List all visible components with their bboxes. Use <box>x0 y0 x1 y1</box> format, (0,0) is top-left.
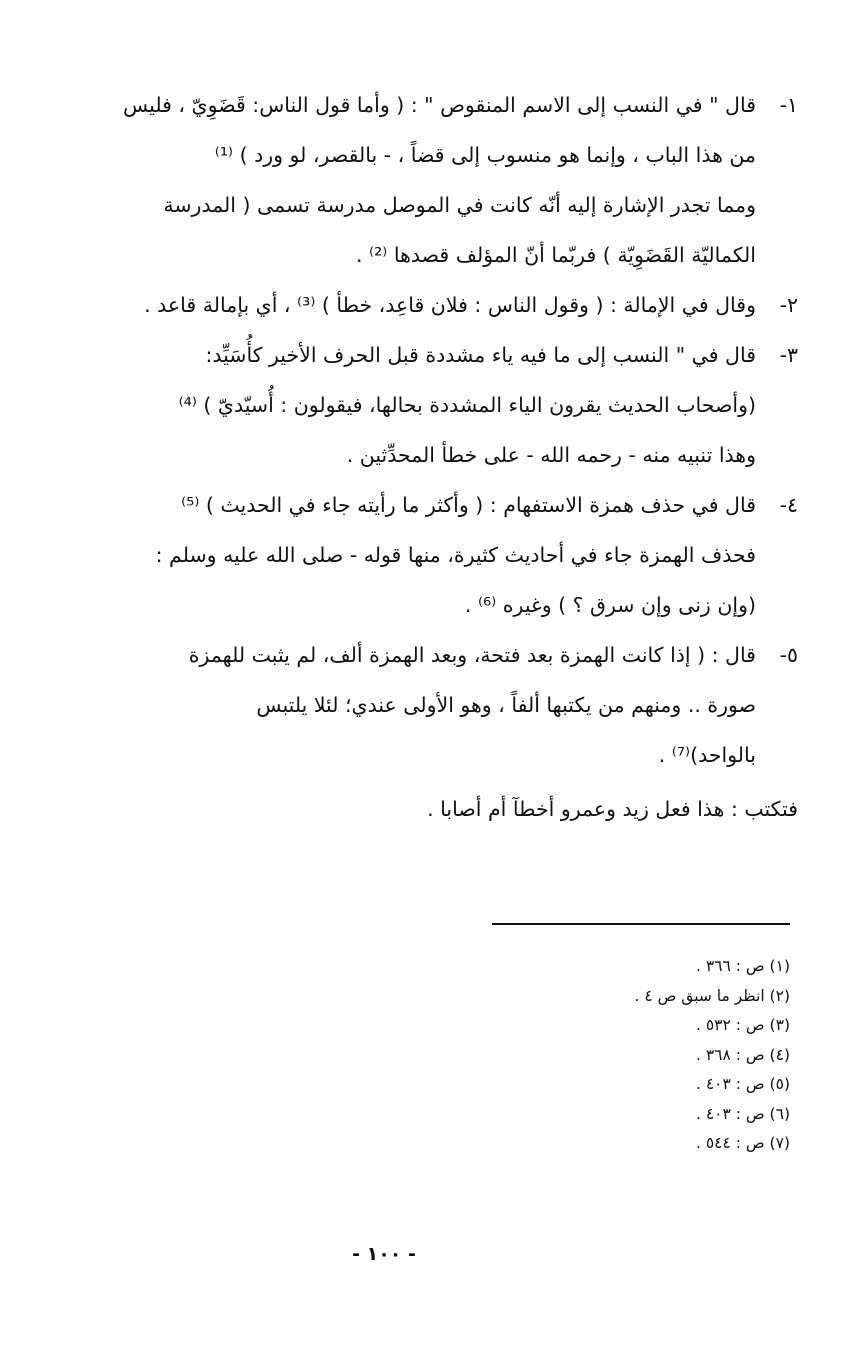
footnote: (٢) انظر ما سبق ص ٤ . <box>634 986 790 1005</box>
item-number: ١- <box>779 93 798 117</box>
text-line: ومما تجدر الإشارة إليه أنّه كانت في الموصل مدرسة تسمى ( المدرسة <box>163 193 756 217</box>
footnote: (٦) ص : ٤٠٣ . <box>695 1104 790 1123</box>
item-number: ٣- <box>779 343 798 367</box>
text-line: فحذف الهمزة جاء في أحاديث كثيرة، منها قوله - صلى الله عليه وسلم : <box>155 543 756 567</box>
list-item <box>38 280 798 330</box>
item-text <box>38 280 756 330</box>
item-text <box>38 80 756 280</box>
list-item <box>38 330 798 480</box>
footnotes <box>400 952 790 1159</box>
footnote: (٥) ص : ٤٠٣ . <box>695 1075 790 1093</box>
closing-line: فتكتب : هذا فعل زيد وعمرو أخطآ أم أصابا . <box>427 797 798 821</box>
item-number: ٥- <box>779 643 798 667</box>
item-number: ٢- <box>779 293 798 317</box>
list-item <box>38 630 798 780</box>
text-line: قال " في النسب إلى الاسم المنقوص " : ( وأما قول الناس: قَضَوِيّ ، فليس <box>123 93 756 117</box>
text-line: (وإن زنى وإن سرق ؟ ) وغيره ⁽⁶⁾ . <box>464 593 756 617</box>
item-number: ٤- <box>779 493 798 517</box>
footnote: (٤) ص : ٣٦٨ . <box>695 1045 790 1064</box>
footnote: (٧) ص : ٥٤٤ . <box>695 1134 790 1152</box>
text-line: الكماليّة القَضَوِيّة ) فربّما أنّ المؤلف قصدها ⁽²⁾ . <box>355 243 756 267</box>
text-line: قال : ( إذا كانت الهمزة بعد فتحة، وبعد الهمزة ألف، لم يثبت للهمزة <box>188 643 756 667</box>
footnote: (٣) ص : ٥٣٢ . <box>695 1016 790 1034</box>
main-text <box>38 80 798 834</box>
text-line: قال في " النسب إلى ما فيه ياء مشددة قبل الحرف الأخير كأُسَيِّد: <box>205 343 756 367</box>
footnote: (١) ص : ٣٦٦ . <box>695 957 790 975</box>
text-line: من هذا الباب ، وإنما هو منسوب إلى قضاً ، - بالقصر، لو ورد ) ⁽¹⁾ <box>214 143 756 167</box>
text-line: وهذا تنبيه منه - رحمه الله - على خطأ المحدِّثين . <box>346 443 756 467</box>
item-text <box>38 330 756 480</box>
text-line: قال في حذف همزة الاستفهام : ( وأكثر ما رأيته جاء في الحديث ) ⁽⁵⁾ <box>181 493 756 517</box>
text-line: (وأصحاب الحديث يقرون الياء المشددة بحالها، فيقولون : أُسيّديّ ) ⁽⁴⁾ <box>178 393 756 417</box>
text-line: بالواحد)⁽⁷⁾ . <box>658 743 756 767</box>
list-item <box>38 480 798 630</box>
text-line: وقال في الإمالة : ( وقول الناس : فلان قاعِد، خطأ ) ⁽³⁾ ، أي بإمالة قاعد . <box>144 293 756 317</box>
page-number: - ١٠٠ - <box>352 1243 416 1265</box>
list-item <box>38 80 798 280</box>
item-text <box>38 480 756 630</box>
item-text <box>38 630 756 780</box>
footnote-separator <box>492 923 790 925</box>
text-line: صورة .. ومنهم من يكتبها ألفاً ، وهو الأولى عندي؛ لئلا يلتبس <box>256 693 756 717</box>
